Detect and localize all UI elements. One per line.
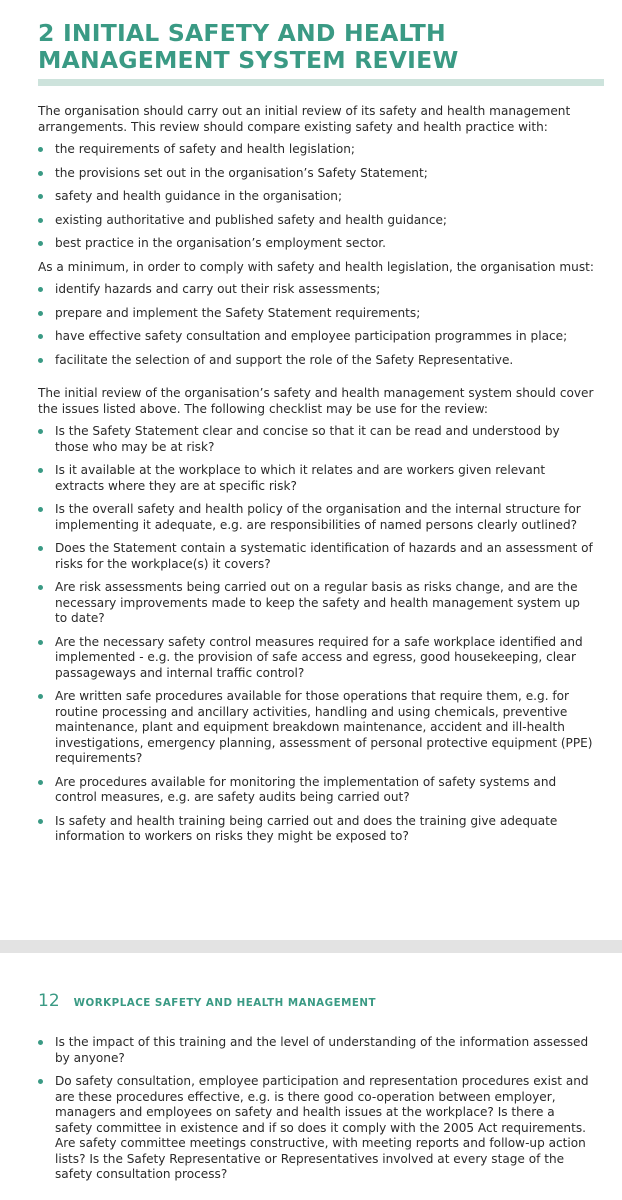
checklist-item: Are risk assessments being carried out on a regular basis as risks change, and are the necessary improvements made to keep the safety and health management system up to date? (38, 580, 594, 627)
list-item: have effective safety consultation and employee participation programmes in place; (38, 329, 594, 345)
bullet-icon (38, 358, 43, 363)
spacer (38, 376, 594, 386)
bullet-icon (38, 147, 43, 152)
bullet-icon (38, 694, 43, 699)
bullet-icon (38, 334, 43, 339)
checklist-item: Are the necessary safety control measures required for a safe workplace identified and implemented - e.g. the provision of safe access and egress, good housekeeping, clear passageways and internal traffic control? (38, 635, 594, 682)
checklist-item: Is it available at the workplace to which it relates and are workers given relevant extracts where they are at specific risk? (38, 463, 594, 494)
list-item: safety and health guidance in the organisation; (38, 189, 594, 205)
bullet-icon (38, 780, 43, 785)
page-header (38, 991, 376, 1011)
heading-rule (38, 79, 604, 86)
bullet-icon (38, 468, 43, 473)
section-heading (38, 20, 598, 74)
list-item: facilitate the selection of and support the role of the Safety Representative. (38, 353, 594, 369)
review-checklist-continued (38, 1035, 594, 1183)
section-number: 2 (38, 19, 55, 47)
review-comparison-list (38, 142, 594, 252)
list-item: best practice in the organisation’s employment sector. (38, 236, 594, 252)
bullet-icon (38, 429, 43, 434)
checklist-item: Do safety consultation, employee participation and representation procedures exist and are these procedures effective, e.g. is there good co-operation between employer, managers and employees on safety and health issues at the workplace? Is there a safety committee in existence and if so does it comply with the 2005 Act requirements. Are safety committee meetings constructive, with meeting reports and follow-up action lists? Is the Safety Representative or Representatives involved at every stage of the safety consultation process? (38, 1074, 594, 1183)
checklist-item: Are written safe procedures available for those operations that require them, e.g. for routine processing and ancillary activities, handling and using chemicals, preventive maintenance, plant and equipment breakdown maintenance, accident and ill-health investigations, emergency planning, assessment of personal protective equipment (PPE) requirements? (38, 689, 594, 767)
running-head: WORKPLACE SAFETY AND HEALTH MANAGEMENT (73, 997, 377, 1009)
checklist-item: Are procedures available for monitoring the implementation of safety systems and control measures, e.g. are safety audits being carried out? (38, 775, 594, 806)
minimum-requirements-list (38, 282, 594, 368)
checklist-item: Is the Safety Statement clear and concise so that it can be read and understood by those who may be at risk? (38, 424, 594, 455)
bullet-icon (38, 311, 43, 316)
checklist-item: Does the Statement contain a systematic identification of hazards and an assessment of risks for the workplace(s) it covers? (38, 541, 594, 572)
checklist-item: Is safety and health training being carried out and does the training give adequate information to workers on risks they might be exposed to? (38, 814, 594, 845)
checklist-item: Is the overall safety and health policy of the organisation and the internal structure for implementing it adequate, e.g. are responsibilities of named persons clearly outlined? (38, 502, 594, 533)
minimum-requirements-paragraph: As a minimum, in order to comply with safety and health legislation, the organisation must: (38, 259, 594, 274)
bullet-icon (38, 194, 43, 199)
bullet-icon (38, 287, 43, 292)
page-divider (0, 940, 622, 953)
bullet-icon (38, 585, 43, 590)
review-checklist (38, 424, 594, 845)
list-item: prepare and implement the Safety Statement requirements; (38, 306, 594, 322)
bullet-icon (38, 1040, 43, 1045)
bullet-icon (38, 1079, 43, 1084)
list-item: identify hazards and carry out their risk assessments; (38, 282, 594, 298)
page-2-body (38, 1035, 594, 1191)
bullet-icon (38, 171, 43, 176)
checklist-intro-paragraph: The initial review of the organisation’s safety and health management system should cover the issues listed above. The following checklist may be use for the review: (38, 386, 594, 416)
list-item: the requirements of safety and health legislation; (38, 142, 594, 158)
checklist-item: Is the impact of this training and the level of understanding of the information assessed by anyone? (38, 1035, 594, 1066)
document-page-2 (0, 953, 622, 1200)
bullet-icon (38, 640, 43, 645)
review-intro-paragraph: The organisation should carry out an initial review of its safety and health management arrangements. This review should compare existing safety and health practice with: (38, 104, 571, 134)
section-title: INITIAL SAFETY AND HEALTH MANAGEMENT SYSTEM REVIEW (38, 19, 459, 74)
bullet-icon (38, 819, 43, 824)
bullet-icon (38, 218, 43, 223)
list-item: existing authoritative and published safety and health guidance; (38, 213, 594, 229)
page-1-body (38, 104, 594, 853)
bullet-icon (38, 241, 43, 246)
bullet-icon (38, 546, 43, 551)
page-number: 12 (38, 991, 60, 1011)
list-item: the provisions set out in the organisation’s Safety Statement; (38, 166, 594, 182)
bullet-icon (38, 507, 43, 512)
